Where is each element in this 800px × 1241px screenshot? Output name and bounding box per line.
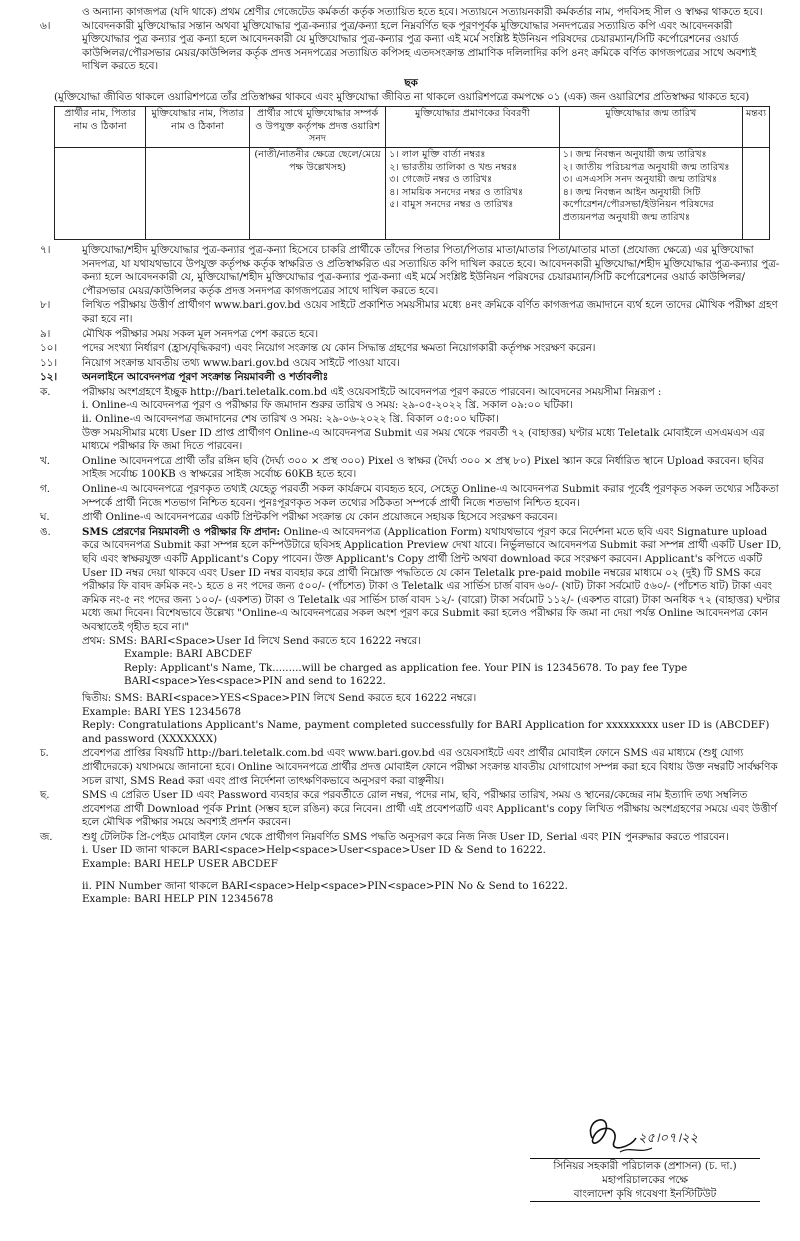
item-12: [40, 371, 782, 385]
item-text: মুক্তিযোদ্ধা/শহীদ মুক্তিযোদ্ধার পুত্র-কন্যার পুত্র-কন্যা হিসেবে চাকরি প্রার্থীকে তাঁদের পিতার পিতা/পিতার মাতা/মাতার পিতা/মাতার মাতা (প্রযোজ্য ক্ষেত্রে) এর মুক্তিযোদ্ধা সনদপত্র, যা যথাযথভাবে উপযুক্ত কর্তৃপক্ষ কর্তৃক স্বাক্ষরিত ও প্রতিস্বাক্ষরিত এর সত্যায়িত কপি দাখিল করতে হবে। আবেদনকারী মুক্তিযোদ্ধা/শহীদ মুক্তিযোদ্ধার পুত্র-কন্যার পুত্র-কন্যা হলে আবেদনকারী যে, মুক্তিযোদ্ধা/শহীদ মুক্তিযোদ্ধার পুত্র-কন্যার পুত্র-কন্যা এই মর্মে সংশ্লিষ্ট ইউনিয়ন পরিষদের চেয়ারম্যান/সিটি কর্পোরেশনের ওয়ার্ড কাউন্সিলর/পৌরসভার মেয়র/কাউন্সিলর কর্তৃক প্রদত্ত সনদপত্র কাগজপত্রের সাথে দাখিল করতে হবে।: [82, 243, 780, 297]
col-header: প্রার্থীর নাম, পিতার নাম ও ঠিকানা: [55, 107, 146, 148]
help-user-example: Example: BARI HELP USER ABCDEF: [82, 858, 278, 871]
item-number: ১০।: [40, 342, 58, 355]
item-text: প্রবেশপত্র প্রাপ্তির বিষয়টি http://bari.teletalk.com.bd এবং www.bari.gov.bd এর ওয়েবসাইটে এবং প্রার্থীর মোবাইল ফোনে SMS এর মাধ্যমে (শুধু যোগ্য প্রার্থীদেরকে) যথাসময়ে জানানো হবে। Online আবেদনপত্রে প্রার্থীর প্রদত্ত মোবাইল ফোনে পরীক্ষা সংক্রান্ত যাবতীয় যোগাযোগ সম্পন্ন করা হবে বিধায় উক্ত নম্বরটি সার্বক্ষণিক সচল রাখা, SMS Read করা এবং প্রাপ্ত নির্দেশনা তাৎক্ষণিকভাবে অনুসরণ করা বাঞ্ছনীয়।: [82, 747, 778, 787]
help-pin-example: Example: BARI HELP PIN 12345678: [82, 893, 274, 906]
sms-rules-heading: SMS প্রেরণের নিয়মাবলী ও পরীক্ষার ফি প্রদান:: [82, 525, 281, 538]
birth-line: ১। জন্ম নিবন্ধন অনুযায়ী জন্ম তারিখঃ: [562, 148, 707, 160]
item-text: আবেদনকারী মুক্তিযোদ্ধার সন্তান অথবা মুক্তিযোদ্ধার পুত্র-কন্যার পুত্র/কন্যা হলে নিম্নবর্ণিত ছক পূরণপূর্বক মুক্তিযোদ্ধার সনদপত্রের সত্যায়িত কপি এবং আবেদনকারী মুক্তিযোদ্ধার পুত্র কন্যার পুত্র কন্যা হলে আবেদনকারী যে মুক্তিযোদ্ধার পুত্র-কন্যার পুত্র কন্যা এই মর্মে সংশ্লিষ্ট ইউনিয়ন পরিষদের চেয়ারম্যান/সিটি কর্পোরেশনের ওয়ার্ড কাউন্সিলর/পৌরসভার মেয়র/কাউন্সিলর কর্তৃক প্রদত্ত সনদপত্রের সত্যায়িত কপিসহ এতদসংক্রান্ত প্রামাণিক দলিলাদির কপি ৪নং ক্রমিকে বর্ণিত কাগজপত্রের সাথে অবশ্যই দাখিল করতে হবে।: [82, 19, 757, 73]
signature-mark: [530, 1108, 760, 1158]
item-text: অনলাইনে আবেদনপত্র পূরণ সংক্রান্ত নিয়মাবলী ও শর্তাবলীঃ: [82, 371, 329, 384]
proof-line: ২। ভারতীয় তালিকা ও খন্ড নম্বরঃ: [389, 161, 518, 173]
item-uma: [40, 526, 782, 747]
item-text: SMS এ প্রেরিত User ID এবং Password ব্যবহার করে পরবর্তীতে রোল নম্বর, পদের নাম, ছবি, পরীক্ষার তারিখ, সময় ও স্থানের/কেন্দ্রের নাম ইত্যাদি তথ্য সম্বলিত প্রবেশপত্র প্রার্থী Download পূর্বক Print (সম্ভব হলে রঙিন) করে নিবেন। প্রার্থী এই প্রবেশপত্রটি এবং Applicant's copy লিখিত পরীক্ষায় অংশগ্রহণের সময়ে এবং উত্তীর্ণ হলে মৌখিক পরীক্ষার সময়ে অবশ্যই প্রদর্শন করবেন।: [82, 789, 777, 829]
birth-line: ৪। জন্ম নিবন্ধন আইন অনুযায়ী সিটি কর্পোরেশন/পৌরসভা/ইউনিয়ন পরিষদের প্রত্যয়নপত্র অনুযায়ী জন্ম তারিখঃ: [562, 186, 714, 223]
item-cha: [40, 747, 782, 788]
table-cell: [146, 147, 249, 239]
signatory-title: সিনিয়র সহকারী পরিচালক (প্রশাসন) (চ. দা.): [530, 1158, 760, 1173]
item-number: ক.: [40, 385, 51, 398]
item-8: [40, 299, 782, 326]
table-cell: [742, 147, 769, 239]
item-text: Online-এ আবেদনপত্র (Application Form) যথাযথভাবে পূরণ করে নির্দেশনা মতে ছবি এবং Signature upload করে আবেদনপত্র Submit করা সম্পন্ন হলে কম্পিউটারে ছবিসহ Application Preview দেখা যাবে। নির্ভুলভাবে আবেদনপত্র Submit করা সম্পন্ন প্রার্থী একটি User ID, ছবি এবং স্বাক্ষরযুক্ত একটি Applicant's Copy পাবেন। উক্ত Applicant's Copy প্রার্থী প্রিন্ট অথবা download করে সংরক্ষণ করবেন। Applicant's কপিতে একটি User ID নম্বর দেয়া থাকবে এবং User ID নম্বর ব্যবহার করে প্রার্থী নিম্নোক্ত পদ্ধতিতে যে কোন Teletalk pre-paid mobile নম্বরের মাধ্যমে ০২ (দুই) টি SMS করে পরীক্ষার ফি বাবদ ক্রমিক নং-১ হতে ৪ নং পদের জন্য ৫০০/- (পাঁচশত) টাকা ও Teletalk এর সার্ভিস চার্জ বাবদ ৬০/- (ষাট) টাকা সর্বমোট ৫৬০/- (পাঁচশত ষাট) টাকা এবং ক্রমিক নং-৫ নং পদের জন্য ১০০/- (একশত) টাকা ও Teletalk এর সার্ভিস চার্জ বাবদ ১২/- (বারো) টাকা সর্বমোট ১১২/- (একশত বারো) টাকা অনধিক ৭২ (বাহাত্তর) ঘণ্টার মধ্যে জমা দিবেন। বিশেষভাবে উল্লেখ্য "Online-এ আবেদনপত্রের সকল অংশ পূরণ করে Submit করা হলেও পরীক্ষার ফি জমা না দেয়া পর্যন্ত Online আবেদনপত্র কোন অবস্থাতেই গৃহীত হবে না।": [82, 525, 782, 633]
birth-line: ৩। এসএসসি সনদ অনুযায়ী জন্ম তারিখঃ: [562, 174, 718, 186]
item-number: ১২।: [40, 371, 58, 384]
item-number: জ.: [40, 830, 53, 843]
item-text: নিয়োগ সংক্রান্ত যাবতীয় তথ্য www.bari.gov.bd ওয়েব সাইটে পাওয়া যাবে।: [82, 356, 400, 369]
birth-line: ২। জাতীয় পরিচয়পত্র অনুযায়ী জন্ম তারিখঃ: [562, 161, 730, 173]
help-user-line: i. User ID জানা থাকলে BARI<space>Help<space>User<space>User ID & Send to 16222.: [82, 844, 546, 857]
item-kha: [40, 455, 782, 482]
item-11: [40, 357, 782, 371]
sms-second-reply: Reply: Congratulations Applicant's Name, payment completed successfully for BARI Application for xxxxxxxxx user ID is (ABCDEF) and password (XXXXXXX): [82, 719, 770, 745]
sms-second: দ্বিতীয়: SMS: BARI<space>YES<Space>PIN লিখে Send করতে হবে 16222 নম্বরে।: [82, 691, 477, 704]
help-pin-line: ii. PIN Number জানা থাকলে BARI<space>Help<space>PIN<space>PIN No & Send to 16222.: [82, 879, 568, 892]
birth-cell: [559, 147, 742, 239]
signatory-behalf: মহাপরিচালকের পক্ষে: [602, 1174, 688, 1186]
item-text: Online-এ আবেদনপত্রে পূরণকৃত তথ্যই যেহেতু পরবর্তী সকল কার্যক্রমে ব্যবহৃত হবে, সেহেতু Online-এ আবেদনপত্র Submit করার পূর্বেই পূরণকৃত সকল তথ্যের সঠিকতা সম্পর্কে প্রার্থী নিজে শতভাগ নিশ্চিত হবেন। পুনঃপূরণকৃত সকল তথ্যের সঠিকতা সম্পর্কে প্রার্থী নিজে শতভাগ নিশ্চিত হবেন।: [82, 483, 779, 509]
table-cell: [55, 147, 146, 239]
item-ka: [40, 386, 782, 454]
item-chha: [40, 789, 782, 830]
signature-date: ২৫।০৭।২২: [638, 1131, 698, 1146]
item-number: ঘ.: [40, 511, 50, 524]
proof-line: ১। লাল মুক্তি বার্তা নম্বরঃ: [389, 148, 486, 160]
item-number: ৮।: [40, 299, 51, 312]
proof-cell: [386, 147, 559, 239]
end-date-line: ii. Online-এ আবেদনপত্র জমাদানের শেষ তারিখ ও সময়: ২৯-০৬-২০২২ খ্রি. বিকাল ০৫:০০ ঘটিকা।: [82, 413, 499, 426]
item-number: ১১।: [40, 356, 58, 369]
col-header: প্রার্থীর সাথে মুক্তিযোদ্ধার সম্পর্ক ও উপযুক্ত কর্তৃপক্ষ প্রদত্ত ওয়ারিশ সনদ: [249, 107, 386, 148]
item-10: [40, 342, 782, 356]
proof-line: ৪। সাময়িক সনদের নম্বর ও তারিখঃ: [389, 186, 524, 198]
item-number: চ.: [40, 747, 49, 760]
item-ja: [40, 831, 782, 907]
item-number: ৭।: [40, 243, 51, 256]
col-header: মন্তব্য: [742, 107, 769, 148]
item-number: ৬।: [40, 19, 51, 32]
item-text: লিখিত পরীক্ষায় উত্তীর্ণ প্রার্থীগণ www.bari.gov.bd ওয়েব সাইটে প্রকাশিত সময়সীমার মধ্যে ৪নং ক্রমিকে বর্ণিত কাগজপত্র জমাদানে ব্যর্থ হলে তাদের মৌখিক পরীক্ষা গ্রহণ করা হবে না।: [82, 299, 778, 325]
intro-paragraph: ও অন্যান্য কাগজপত্র (যদি থাকে) প্রথম শ্রেণীর গেজেটেড কর্মকর্তা কর্তৃক সত্যায়িত হতে হবে। সত্যায়নে সত্যায়নকারী কর্মকর্তার নাম, পদবিসহ সীল ও স্বাক্ষর থাকতে হবে।: [82, 6, 763, 18]
col-header: মুক্তিযোদ্ধার প্রমাণকের বিবরণী: [386, 107, 559, 148]
sms-first: প্রথম: SMS: BARI<Space>User Id লিখে Send করতে হবে 16222 নম্বরে।: [82, 634, 421, 647]
item-text: পদের সংখ্যা নির্ধারণ (হ্রাস/বৃদ্ধিকরণ) এবং নিয়োগ সংক্রান্ত যে কোন সিদ্ধান্ত গ্রহণের ক্ষমতা নিয়োগকারী কর্তৃপক্ষ সংরক্ষণ করেন।: [82, 342, 596, 355]
item-text: পরীক্ষায় অংশগ্রহণে ইচ্ছুক http://bari.teletalk.com.bd এই ওয়েবসাইটে আবেদনপত্র পূরণ করতে পারবেন। আবেদনের সময়সীমা নিম্নরূপ :: [82, 385, 662, 398]
item-ga: [40, 483, 782, 510]
item-number: ৯।: [40, 327, 51, 340]
start-date-line: i. Online-এ আবেদনপত্র পূরণ ও পরীক্ষার ফি জমাদান শুরুর তারিখ ও সময়: ২৯-০৫-২০২২ খ্রি. সকাল ০৯:০০ ঘটিকা।: [82, 399, 573, 412]
item-number: ঙ.: [40, 525, 51, 538]
item-text: উক্ত সময়সীমার মধ্যে User ID প্রাপ্ত প্রার্থীগণ Online-এ আবেদনপত্র Submit এর সময় থেকে পরবর্তী ৭২ (বাহাত্তর) ঘণ্টার মধ্যে Teletalk মোবাইলে এসএমএস এর মাধ্যমে পরীক্ষার ফি জমা দিতে পারবেন।: [82, 426, 765, 453]
item-gha: [40, 511, 782, 525]
signatory-institute: বাংলাদেশ কৃষি গবেষণা ইনস্টিটিউট: [530, 1187, 760, 1202]
item-number: গ.: [40, 483, 51, 496]
freedom-fighter-table: [54, 106, 770, 240]
proof-line: ৫। বামুস সনদের নম্বর ও তারিখঃ: [389, 199, 514, 211]
item-text: মৌখিক পরীক্ষার সময় সকল মূল সনদপত্র পেশ করতে হবে।: [82, 327, 319, 340]
signature-block: [530, 1108, 760, 1202]
sms-first-reply: Reply: Applicant's Name, Tk.........will be charged as application fee. Your PIN is 12345678. To pay fee Type BARI<space>Yes<space>PIN and send to 16222.: [124, 661, 688, 688]
sms-second-example: Example: BARI YES 12345678: [82, 705, 242, 718]
col-header: মুক্তিযোদ্ধার জন্ম তারিখ: [559, 107, 742, 148]
item-9: [40, 328, 782, 342]
col-header: মুক্তিযোদ্ধার নাম, পিতার নাম ও ঠিকানা: [146, 107, 249, 148]
item-text: প্রার্থী Online-এ আবেদনপত্রের একটি প্রিন্টকপি পরীক্ষা সংক্রান্ত যে কোন প্রয়োজনে সহায়ক হিসেবে সংরক্ষণ করবেন।: [82, 511, 558, 524]
item-6: [40, 20, 782, 74]
item-text: শুধু টেলিটক প্রি-পেইড মোবাইল ফোন থেকে প্রার্থীগণ নিম্নবর্ণিত SMS পদ্ধতি অনুসরণ করে নিজ নিজ User ID, Serial এবং PIN পুনরুদ্ধার করতে পারবেন।: [82, 830, 729, 843]
item-number: ছ.: [40, 789, 50, 802]
chhok-note: (মুক্তিযোদ্ধা জীবিত থাকলে ওয়ারিশপত্রে তাঁর প্রতিস্বাক্ষর থাকবে এবং মুক্তিযোদ্ধা জীবিত না থাকলে ওয়ারিশপত্রে কমপক্ষে ০১ (এক) জন ওয়ারিশের প্রতিস্বাক্ষর থাকতে হবে): [54, 90, 750, 103]
sms-first-example: Example: BARI ABCDEF: [124, 648, 253, 661]
item-text: Online আবেদনপত্রে প্রার্থী তাঁর রঙ্গিন ছবি (দৈর্ঘ্য ৩০০ × প্রস্থ ৩০০) Pixel ও স্বাক্ষর (দৈর্ঘ্য ৩০০ × প্রস্থ ৮০) Pixel স্ক্যান করে নির্ধারিত স্থানে Upload করবেন। ছবির সাইজ সর্বোচ্চ 100KB ও স্বাক্ষরের সাইজ সর্বোচ্চ 60KB হতে হবে।: [82, 454, 764, 481]
relation-note: (নাতী/নাতনীর ক্ষেত্রে ছেলে/মেয়ে পক্ষ উল্লেখসহ): [249, 147, 386, 239]
proof-line: ৩। গেজেট নম্বর ও তারিখঃ: [389, 174, 493, 186]
item-7: [40, 244, 782, 298]
item-number: খ.: [40, 454, 51, 467]
chhok-title: ছক: [404, 76, 418, 89]
